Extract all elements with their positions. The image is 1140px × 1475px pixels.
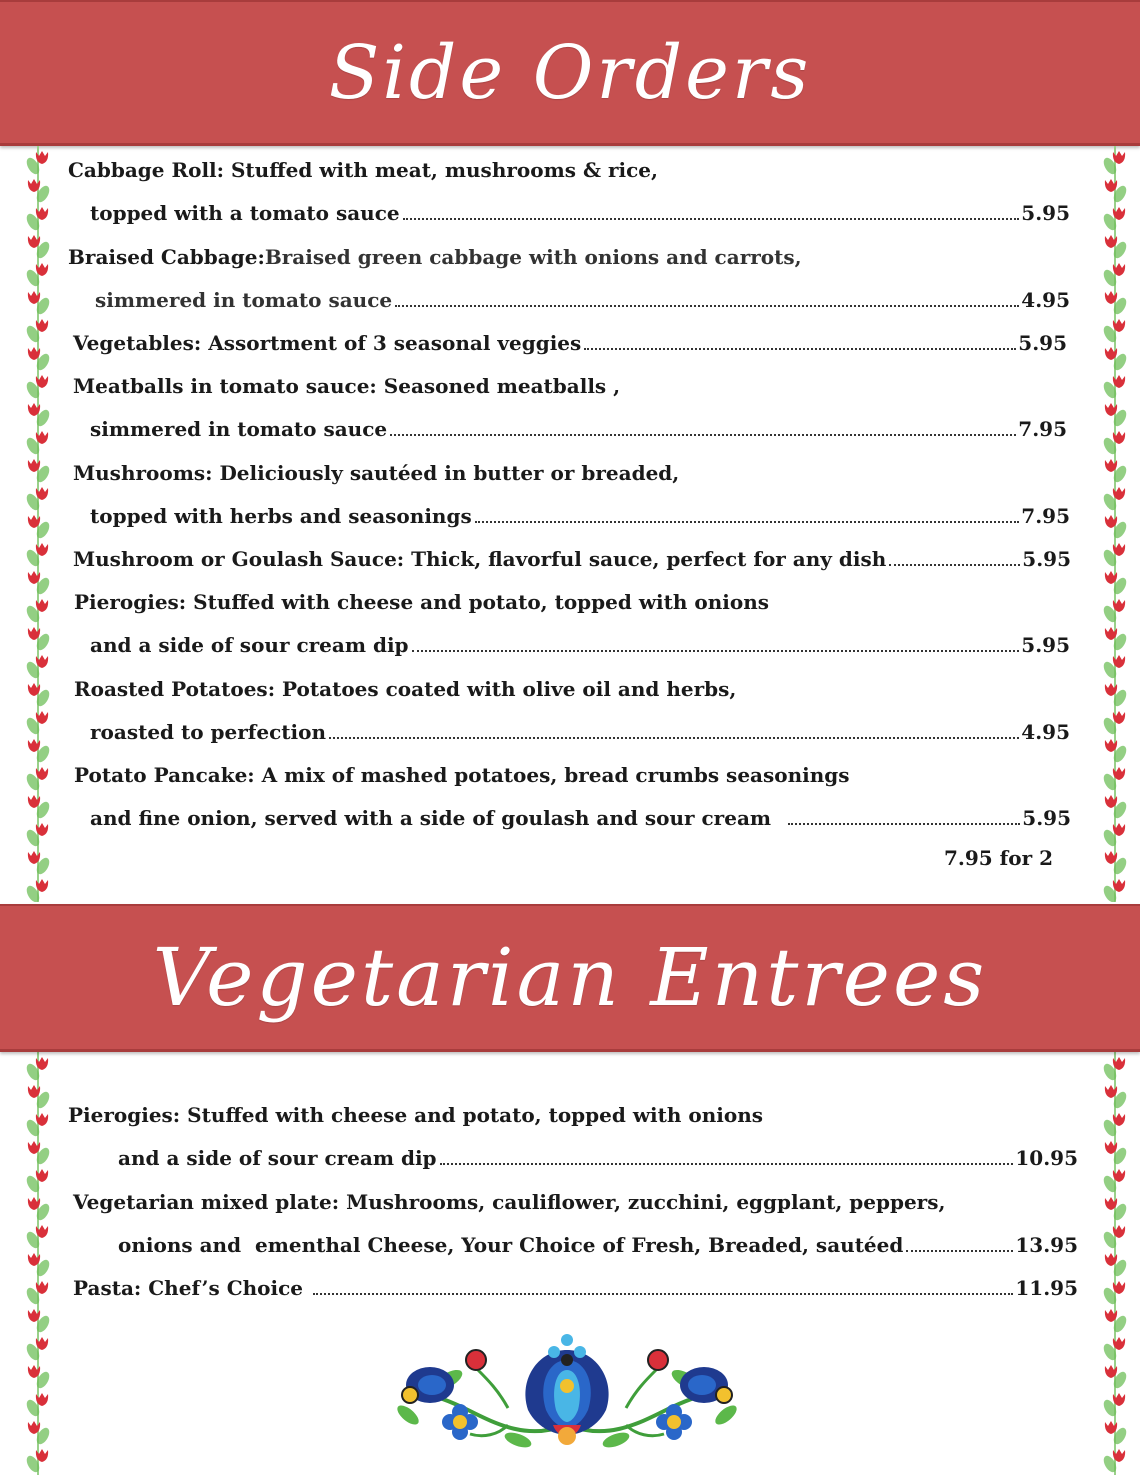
menu-item-line: topped with a tomato sauce 5.95	[90, 201, 1070, 225]
menu-item-line: simmered in tomato sauce 4.95	[95, 288, 1070, 312]
menu-item-line: Mushroom or Goulash Sauce: Thick, flavorful sauce, perfect for any dish 5.95	[73, 547, 1071, 571]
side-orders-banner	[0, 0, 1140, 146]
menu-item-line: simmered in tomato sauce 7.95	[90, 417, 1067, 441]
dot-leader	[412, 650, 1020, 652]
dot-leader	[403, 218, 1020, 220]
right-tulip-vine-icon	[1103, 146, 1127, 902]
menu-item-line: Potato Pancake: A mix of mashed potatoes, bread crumbs seasonings	[74, 763, 850, 787]
dot-leader	[584, 348, 1016, 350]
menu-item-line: Vegetarian mixed plate: Mushrooms, cauliflower, zucchini, eggplant, peppers,	[73, 1190, 946, 1214]
item-price: 5.95	[1021, 633, 1070, 657]
item-price: 11.95	[1015, 1276, 1078, 1300]
item-price: 7.95	[1018, 417, 1067, 441]
folk-flower-ornament-icon	[388, 1330, 746, 1460]
menu-item-line: and a side of sour cream dip 10.95	[118, 1146, 1078, 1170]
dot-leader	[390, 434, 1016, 436]
menu-item-line: Mushrooms: Deliciously sautéed in butter or breaded,	[73, 461, 680, 485]
right-tulip-vine-icon	[1103, 1052, 1127, 1475]
item-extra-price: 7.95 for 2	[944, 846, 1054, 870]
menu-item-line: topped with herbs and seasonings 7.95	[90, 504, 1070, 528]
item-price: 13.95	[1015, 1233, 1078, 1257]
vegetarian-entrees-banner	[0, 904, 1140, 1052]
menu-item-line: Cabbage Roll: Stuffed with meat, mushrooms & rice,	[68, 158, 658, 182]
dot-leader	[440, 1163, 1014, 1165]
menu-item-line: Vegetables: Assortment of 3 seasonal veggies 5.95	[73, 331, 1067, 355]
menu-item-line: Pasta: Chef’s Choice 11.95	[73, 1276, 1078, 1300]
dot-leader	[313, 1293, 1013, 1295]
menu-item-line: roasted to perfection 4.95	[90, 720, 1070, 744]
item-price: 5.95	[1022, 806, 1071, 830]
item-price: 4.95	[1021, 288, 1070, 312]
dot-leader	[329, 737, 1019, 739]
item-price: 7.95	[1021, 504, 1070, 528]
dot-leader	[395, 305, 1019, 307]
menu-item-line: Pierogies: Stuffed with cheese and potato, topped with onions	[68, 1103, 763, 1127]
item-price: 4.95	[1021, 720, 1070, 744]
vegetarian-entrees-title: Vegetarian Entrees	[152, 931, 988, 1024]
dot-leader	[906, 1250, 1013, 1252]
menu-item-line: and fine onion, served with a side of goulash and sour cream 5.95	[90, 806, 1071, 830]
dot-leader	[788, 823, 1020, 825]
left-tulip-vine-icon	[26, 146, 50, 902]
dot-leader	[475, 521, 1020, 523]
menu-item-line: Meatballs in tomato sauce: Seasoned meatballs ,	[73, 374, 621, 398]
menu-item-line: onions and ementhal Cheese, Your Choice of Fresh, Breaded, sautéed 13.95	[118, 1233, 1078, 1257]
menu-item-line: and a side of sour cream dip 5.95	[90, 633, 1070, 657]
item-price: 5.95	[1021, 201, 1070, 225]
item-price: 5.95	[1018, 331, 1067, 355]
menu-item-line: Pierogies: Stuffed with cheese and potato, topped with onions	[74, 590, 769, 614]
left-tulip-vine-icon	[26, 1052, 50, 1475]
item-price: 10.95	[1015, 1146, 1078, 1170]
side-orders-title: Side Orders	[328, 29, 812, 116]
item-price: 5.95	[1022, 547, 1071, 571]
dot-leader	[889, 564, 1020, 566]
menu-item-line: Roasted Potatoes: Potatoes coated with olive oil and herbs,	[74, 677, 737, 701]
menu-item-line: Braised Cabbage: Braised green cabbage with onions and carrots,	[68, 245, 802, 269]
